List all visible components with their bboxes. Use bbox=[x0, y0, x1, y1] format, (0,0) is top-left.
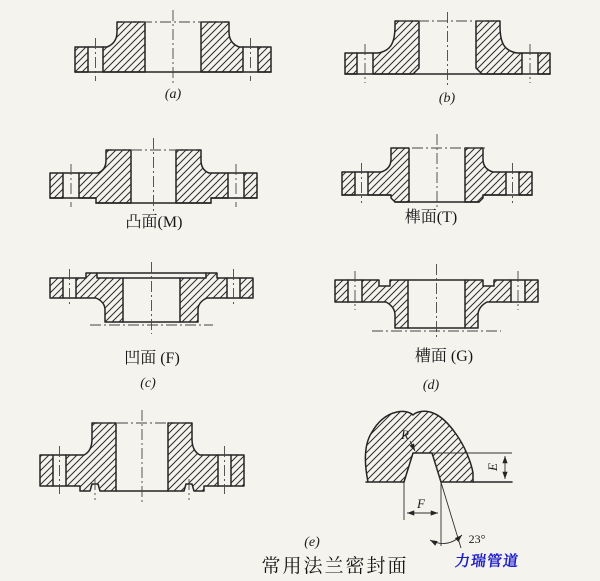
label-panel-c: (c) bbox=[140, 376, 156, 391]
label-panel-a: (a) bbox=[164, 87, 182, 102]
flange-raised-face-drawing bbox=[50, 138, 257, 231]
flange-b-drawing bbox=[345, 12, 550, 106]
flange-female-face-drawing bbox=[50, 262, 253, 391]
watermark-logo: 力瑞管道 bbox=[454, 552, 520, 570]
label-tongue-face: 榫面(T) bbox=[404, 209, 458, 226]
flange-tongue-face-drawing bbox=[342, 134, 532, 226]
label-groove-face: 槽面 (G) bbox=[414, 348, 474, 365]
label-radius: R bbox=[401, 427, 409, 442]
label-width: F bbox=[417, 496, 425, 511]
label-angle: 23° bbox=[468, 532, 486, 546]
groove-detail-drawing bbox=[365, 411, 512, 548]
label-female-face: 凹面 (F) bbox=[124, 350, 180, 367]
flange-ring-joint-drawing bbox=[40, 410, 320, 550]
flange-a-drawing bbox=[75, 10, 271, 102]
label-depth: E bbox=[485, 463, 500, 471]
label-panel-d: (d) bbox=[422, 378, 440, 393]
label-panel-e: (e) bbox=[304, 535, 320, 550]
figure-caption: 常用法兰密封面 bbox=[261, 556, 409, 577]
label-panel-b: (b) bbox=[438, 91, 456, 106]
label-raised-face: 凸面(M) bbox=[125, 214, 183, 231]
flange-groove-face-drawing bbox=[335, 264, 538, 393]
